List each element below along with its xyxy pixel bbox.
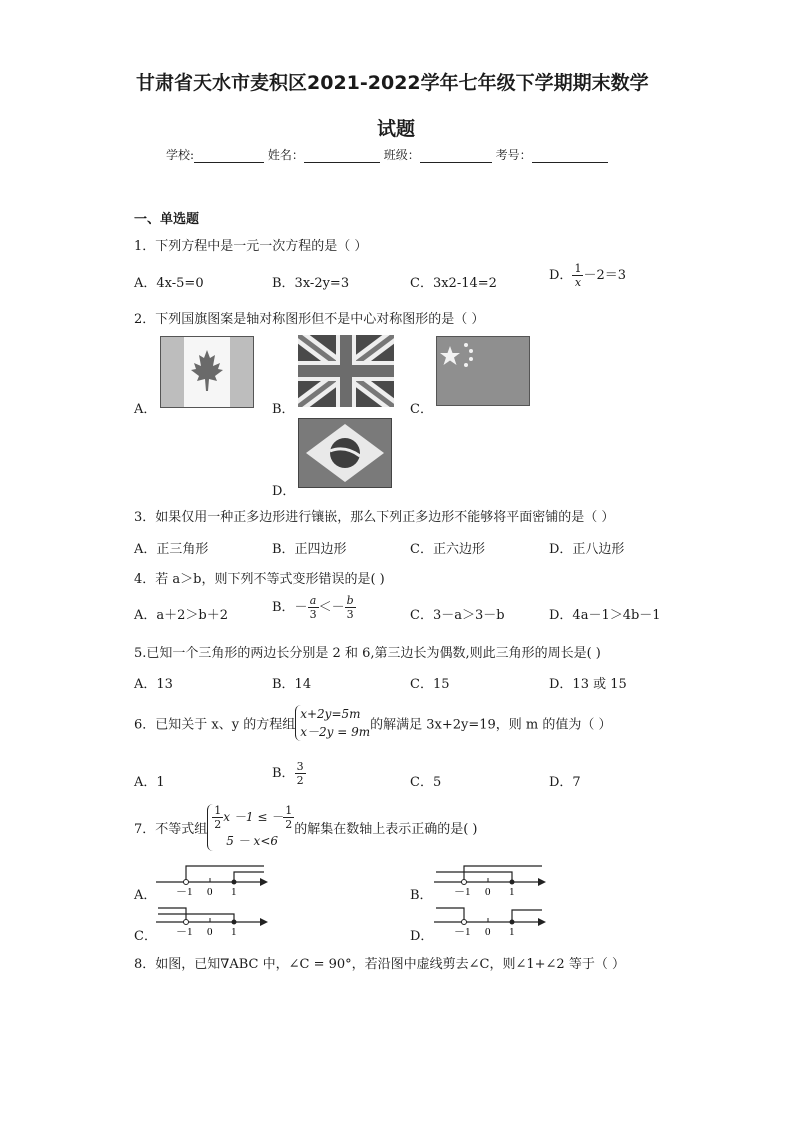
q7-a-tick-neg1: －1 [176,886,193,898]
q3-option-b[interactable]: B．正四边形 [272,542,347,557]
q7-d-tick-neg1: －1 [454,926,471,938]
q1-d-den: x [574,276,582,289]
uk-flag-image [298,335,394,407]
q1-stem: 1．下列方程中是一元一次方程的是（ ） [134,239,368,254]
q4-b-fraction-1 [308,594,319,621]
q1-d-rest: －2＝3 [583,268,626,283]
q7-number-line-d [432,902,548,938]
q3-stem: 3．如果仅用一种正多边形进行镶嵌，那么下列正多边形不能够将平面密铺的是（ ） [134,510,615,525]
page-title-line1: 甘肃省天水市麦积区2021-2022学年七年级下学期期末数学 [136,72,649,94]
q7-b-tick-0: 0 [485,886,491,898]
q1-option-b[interactable]: B．3x-2y=3 [272,276,350,291]
q7-option-c-label[interactable]: C． [134,929,157,944]
q4-b-num2: b [346,594,354,607]
q7-a-tick-0: 0 [207,886,213,898]
q6-option-a[interactable]: A．1 [134,775,165,790]
q7-ineq1-num: 1 [214,804,222,817]
q7-stem-pre: 7．不等式组 [134,822,208,837]
q6-stem-pre: 6．已知关于 x、y 的方程组 [134,717,296,733]
q4-stem: 4．若 a＞b，则下列不等式变形错误的是( ) [134,572,385,587]
exam-no-field[interactable] [532,149,608,163]
q7-ineq1-num2: 1 [285,804,293,817]
q4-option-c[interactable]: C．3－a＞3－b [410,608,505,623]
q4-b-prefix: B．－ [272,600,308,615]
q7-stem-post: 的解集在数轴上表示正确的是( ) [294,822,478,837]
q7-c-tick-neg1: －1 [176,926,193,938]
q7-inequality-system [207,804,294,851]
q1-d-num: 1 [574,262,582,275]
q6-stem [134,705,612,741]
name-field[interactable] [304,149,380,163]
q6-b-fraction [295,760,306,787]
q8-stem: 8．如图，已知∇ABC 中，∠C = 90°，若沿图中虚线剪去∠C，则∠1+∠2 等于（ ） [134,957,625,972]
q6-b-num: 3 [296,760,304,773]
q7-d-tick-0: 0 [485,926,491,938]
q4-b-den2: 3 [346,608,354,621]
q4-option-b[interactable] [272,594,356,621]
q2-option-d-label[interactable]: D． [272,484,296,499]
q4-b-mid: ＜－ [318,600,345,615]
q6-eq1: x+2y=5m [300,707,361,721]
q2-option-c-label[interactable]: C． [410,402,433,417]
student-info-row [166,146,608,163]
q5-option-a[interactable]: A．13 [134,677,173,692]
q7-number-line-a [154,862,270,898]
q1-option-a[interactable]: A．4x-5=0 [134,276,204,291]
q4-b-num1: a [308,594,319,608]
exam-no-label: 考号： [495,148,532,162]
q7-option-d-label[interactable]: D． [410,929,434,944]
q6-stem-post: 的解满足 3x+2y=19，则 m 的值为（ ） [370,717,612,733]
q4-b-fraction-2 [345,594,356,621]
canada-flag-image [160,336,254,408]
q5-stem: 5.已知一个三角形的两边长分别是 2 和 6,第三边长为偶数,则此三角形的周长是( ) [134,646,601,661]
q7-a-tick-1: 1 [231,886,237,898]
q1-option-d[interactable] [549,262,626,289]
q3-option-d[interactable]: D．正八边形 [549,542,625,557]
q5-option-d[interactable]: D．13 或 15 [549,677,627,692]
q7-option-a-label[interactable]: A． [134,888,157,903]
q6-b-den: 2 [296,774,304,787]
q7-ineq2: 5 － x<6 [226,834,279,848]
q7-ineq1-mid: x －1 ≤ － [223,810,284,824]
q7-c-tick-1: 1 [231,926,237,938]
q5-option-c[interactable]: C．15 [410,677,450,692]
school-field[interactable] [194,149,264,163]
q5-option-b[interactable]: B．14 [272,677,312,692]
q7-c-tick-0: 0 [207,926,213,938]
q7-stem [134,804,477,851]
q4-b-den1: 3 [309,608,317,621]
q1-d-prefix: D． [549,268,573,283]
q6-option-d[interactable]: D．7 [549,775,581,790]
class-field[interactable] [420,149,492,163]
china-flag-image [436,336,530,406]
q7-ineq1 [212,804,294,831]
q7-ineq1-den2: 2 [285,818,293,831]
q6-equation-system [295,705,370,741]
q2-option-b-label[interactable]: B． [272,402,295,417]
q3-option-c[interactable]: C．正六边形 [410,542,485,557]
q6-b-prefix: B． [272,766,295,781]
q1-option-c[interactable]: C．3x2-14=2 [410,276,497,291]
q7-number-line-c [154,902,270,938]
name-label: 姓名： [267,148,304,162]
q1-d-fraction [572,262,583,289]
school-label: 学校: [166,148,195,162]
q7-b-tick-1: 1 [509,886,515,898]
q4-option-a[interactable]: A．a＋2＞b＋2 [134,608,229,623]
page-title-line2: 试题 [377,118,416,140]
q7-number-line-b [432,862,548,898]
q2-stem: 2．下列国旗图案是轴对称图形但不是中心对称图形的是（ ） [134,312,485,327]
q7-ineq1-den: 2 [214,818,222,831]
q6-option-b[interactable] [272,760,306,787]
q7-d-tick-1: 1 [509,926,515,938]
q6-option-c[interactable]: C．5 [410,775,442,790]
q6-eq2: x－2y = 9m [300,725,371,739]
section-heading: 一、单选题 [134,212,200,227]
q7-option-b-label[interactable]: B． [410,888,433,903]
q7-b-tick-neg1: －1 [454,886,471,898]
q4-option-d[interactable]: D．4a－1＞4b－1 [549,608,661,623]
brazil-flag-image [298,418,392,488]
q2-option-a-label[interactable]: A． [134,402,157,417]
class-label: 班级： [383,148,420,162]
q3-option-a[interactable]: A．正三角形 [134,542,209,557]
